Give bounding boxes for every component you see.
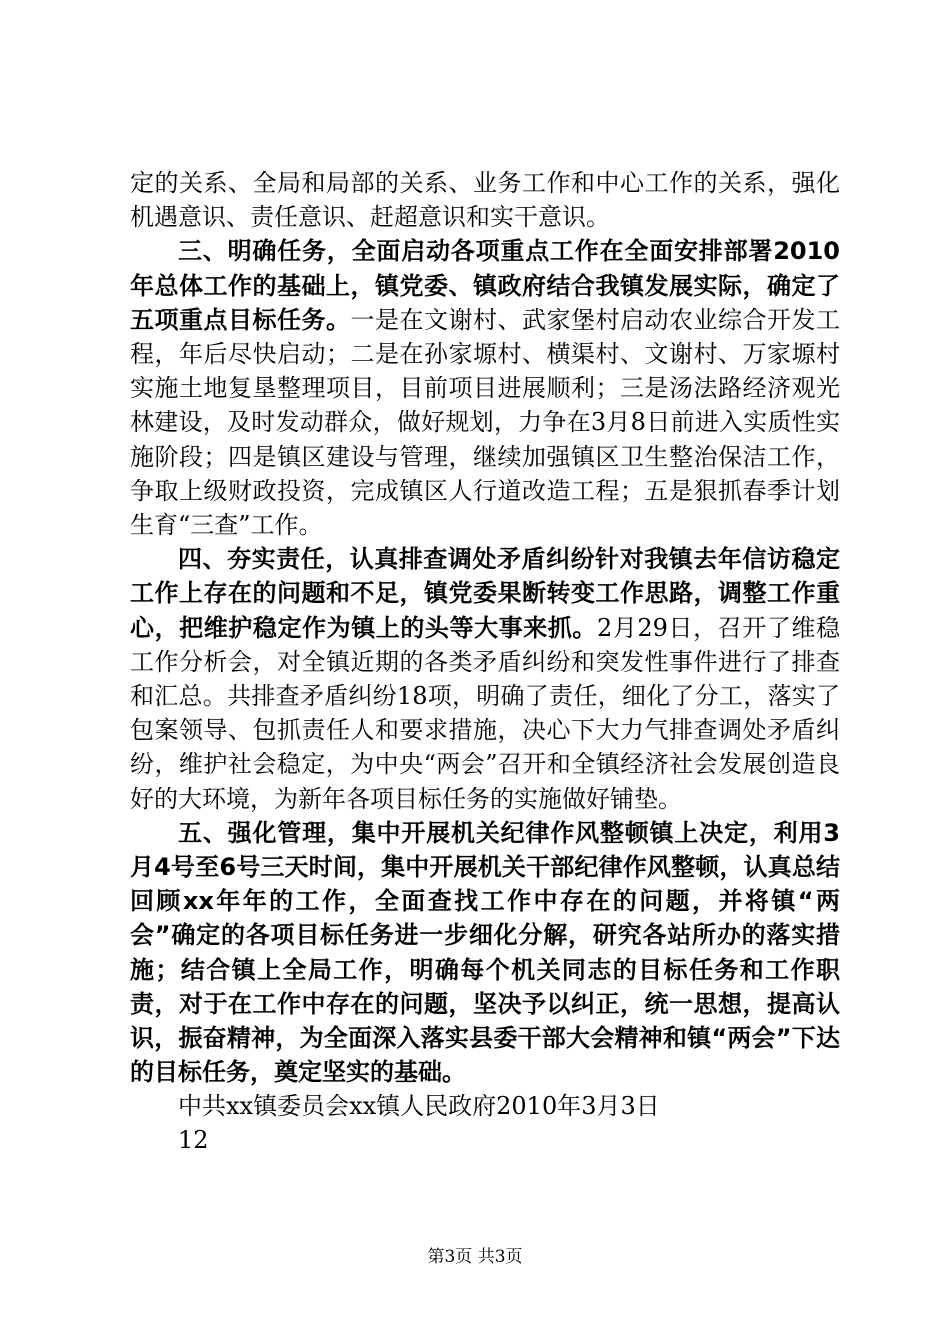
paragraph-four (130, 542, 840, 816)
page-footer: 第3页 共3页 (427, 1247, 523, 1267)
document-body (130, 166, 840, 1157)
signature-line: 中共xx镇委员会xx镇人民政府2010年3月3日 (178, 1092, 660, 1121)
paragraph-three (130, 234, 840, 542)
signature-number: 12 (178, 1126, 209, 1155)
paragraph-four-body: 2月29日，召开了维稳工作分析会，对全镇近期的各类矛盾纠纷和突发性事件进行了排查和汇总。共排查矛盾纠纷18项，明确了责任，细化了分工，落实了包案领导、包抓责任人和要求措施，决心下大力气排查调处矛盾纠纷，维护社会稳定，为中央“两会”召开和全镇经济社会发展创造良好的大环境，为新年各项目标任务的实施做好铺垫。 (130, 613, 840, 813)
paragraph-continuation: 定的关系、全局和局部的关系、业务工作和中心工作的关系，强化机遇意识、责任意识、赶超意识和实干意识。 (130, 169, 840, 232)
paragraph-three-heading: 三、明确任务，全面启动各项重点工作在全面安排部署2010年总体工作的基础上，镇党委、镇政府结合我镇发展实际，确定了五项重点目标任务。 (130, 237, 840, 334)
paragraph-three-body: 一是在文谢村、武家堡村启动农业综合开发工程，年后尽快启动；二是在孙家塬村、横渠村、文谢村、万家塬村实施土地复垦整理项目，目前项目进展顺利；三是汤法路经济观光林建设，及时发动群众，做好规划，力争在3月8日前进入实质性实施阶段；四是镇区建设与管理，继续加强镇区卫生整治保洁工作，争取上级财政投资，完成镇区人行道改造工程；五是狠抓春季计划生育“三查”工作。 (130, 305, 840, 540)
paragraph-five: 五、强化管理，集中开展机关纪律作风整顿镇上决定，利用3月4号至6号三天时间，集中开展机关干部纪律作风整顿，认真总结回顾xx年年的工作，全面查找工作中存在的问题，并将镇“两会”确定的各项目标任务进一步细化分解，研究各站所办的落实措施；结合镇上全局工作，明确每个机关同志的目标任务和工作职责，对于在工作中存在的问题，坚决予以纠正，统一思想，提高认识，振奋精神，为全面深入落实县委干部大会精神和镇“两会”下达的目标任务，奠定坚实的基础。 (130, 818, 840, 1087)
paragraph-four-heading: 四、夯实责任，认真排查调处矛盾纠纷针对我镇去年信访稳定工作上存在的问题和不足，镇党委果断转变工作思路，调整工作重心，把维护稳定作为镇上的头等大事来抓。 (130, 545, 840, 642)
